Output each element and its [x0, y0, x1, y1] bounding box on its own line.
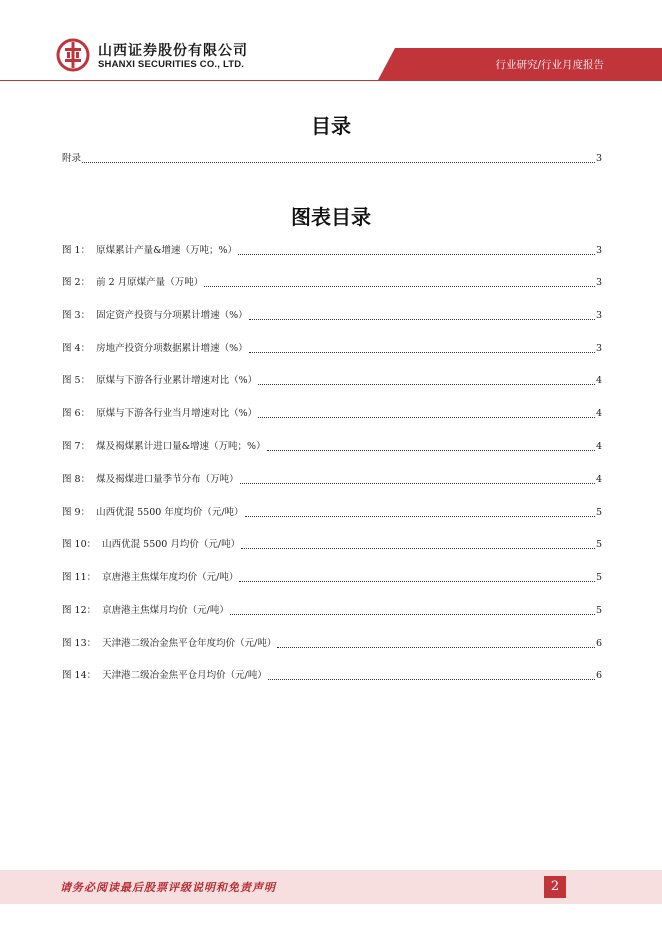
leader-dots	[258, 417, 595, 418]
figure-entry-page: 3	[595, 277, 602, 288]
figure-toc-entry[interactable]	[62, 637, 602, 651]
figure-entry-label: 图 9： 山西优混 5500 年度均价（元/吨）	[62, 507, 244, 518]
figure-toc-entry[interactable]	[62, 440, 602, 454]
figure-entry-label: 图 7： 煤及褐煤累计进口量&增速（万吨；%）	[62, 441, 266, 452]
disclaimer-link[interactable]: 请务必阅读最后股票评级说明和免责声明	[60, 881, 276, 894]
leader-dots	[204, 286, 595, 287]
figure-toc-entry[interactable]	[62, 276, 602, 290]
figure-entry-page: 3	[595, 245, 602, 256]
leader-dots	[239, 581, 595, 582]
page-footer	[0, 870, 662, 904]
leader-dots	[268, 679, 595, 680]
leader-dots	[258, 384, 595, 385]
figure-entry-page: 4	[595, 375, 602, 386]
page-header	[0, 0, 662, 86]
figure-toc-entry[interactable]	[62, 506, 602, 520]
figure-toc-entry[interactable]	[62, 342, 602, 356]
leader-dots	[240, 483, 595, 484]
figure-toc-entry[interactable]	[62, 473, 602, 487]
figure-entry-page: 6	[595, 670, 602, 681]
leader-dots	[245, 516, 595, 517]
figure-entry-label: 图 5： 原煤与下游各行业累计增速对比（%）	[62, 375, 258, 386]
report-type-label: 行业研究/行业月度报告	[495, 59, 604, 71]
figure-entry-page: 6	[595, 638, 602, 649]
toc-entry-page: 3	[595, 153, 602, 164]
leader-dots	[267, 450, 595, 451]
leader-dots	[277, 647, 595, 648]
figure-entry-page: 5	[595, 507, 602, 518]
figure-toc-entry[interactable]	[62, 538, 602, 552]
page-number-badge: 2	[544, 876, 566, 898]
figure-entry-label: 图 6： 原煤与下游各行业当月增速对比（%）	[62, 408, 258, 419]
leader-dots	[230, 614, 595, 615]
figure-entry-label: 图 14： 天津港二级冶金焦平仓月均价（元/吨）	[62, 670, 267, 681]
figure-toc-entry[interactable]	[62, 244, 602, 258]
figure-toc-entry[interactable]	[62, 571, 602, 585]
figure-entry-label: 图 8： 煤及褐煤进口量季节分布（万吨）	[62, 474, 239, 485]
figure-entry-label: 图 10： 山西优混 5500 月均价（元/吨）	[62, 539, 241, 550]
figure-toc-entry[interactable]	[62, 669, 602, 683]
leader-dots	[249, 352, 595, 353]
company-name-cn: 山西证券股份有限公司	[98, 43, 248, 59]
leader-dots	[249, 319, 595, 320]
figure-entry-label: 图 3： 固定资产投资与分项累计增速（%）	[62, 310, 248, 321]
leader-dots	[238, 254, 595, 255]
figure-entry-label: 图 13： 天津港二级冶金焦平仓年度均价（元/吨）	[62, 638, 277, 649]
figure-entry-label: 图 1： 原煤累计产量&增速（万吨；%）	[62, 245, 238, 256]
figure-entry-page: 4	[595, 474, 602, 485]
figure-entry-page: 5	[595, 572, 602, 583]
figure-entry-page: 5	[595, 605, 602, 616]
figure-entry-label: 图 12： 京唐港主焦煤月均价（元/吨）	[62, 605, 229, 616]
toc-title: 目录	[311, 114, 351, 138]
figure-entry-label: 图 2： 前 2 月原煤产量（万吨）	[62, 277, 204, 288]
leader-dots	[241, 548, 595, 549]
toc-entry[interactable]	[62, 152, 602, 166]
figure-entry-page: 3	[595, 343, 602, 354]
figure-entry-page: 4	[595, 408, 602, 419]
figure-toc-entry[interactable]	[62, 309, 602, 323]
figure-entry-page: 4	[595, 441, 602, 452]
figure-toc-entry[interactable]	[62, 407, 602, 421]
leader-dots	[82, 162, 595, 163]
figure-toc-title: 图表目录	[291, 205, 371, 229]
figure-entry-page: 5	[595, 539, 602, 550]
figure-toc-entry[interactable]	[62, 604, 602, 618]
figure-entry-label: 图 11： 京唐港主焦煤年度均价（元/吨）	[62, 572, 239, 583]
company-name-en: SHANXI SECURITIES CO., LTD.	[98, 59, 245, 70]
toc-entry-label: 附录	[62, 153, 82, 164]
figure-entry-label: 图 4： 房地产投资分项数据累计增速（%）	[62, 343, 248, 354]
company-logo-icon	[56, 38, 90, 72]
figure-entry-page: 3	[595, 310, 602, 321]
figure-toc-entry[interactable]	[62, 374, 602, 388]
